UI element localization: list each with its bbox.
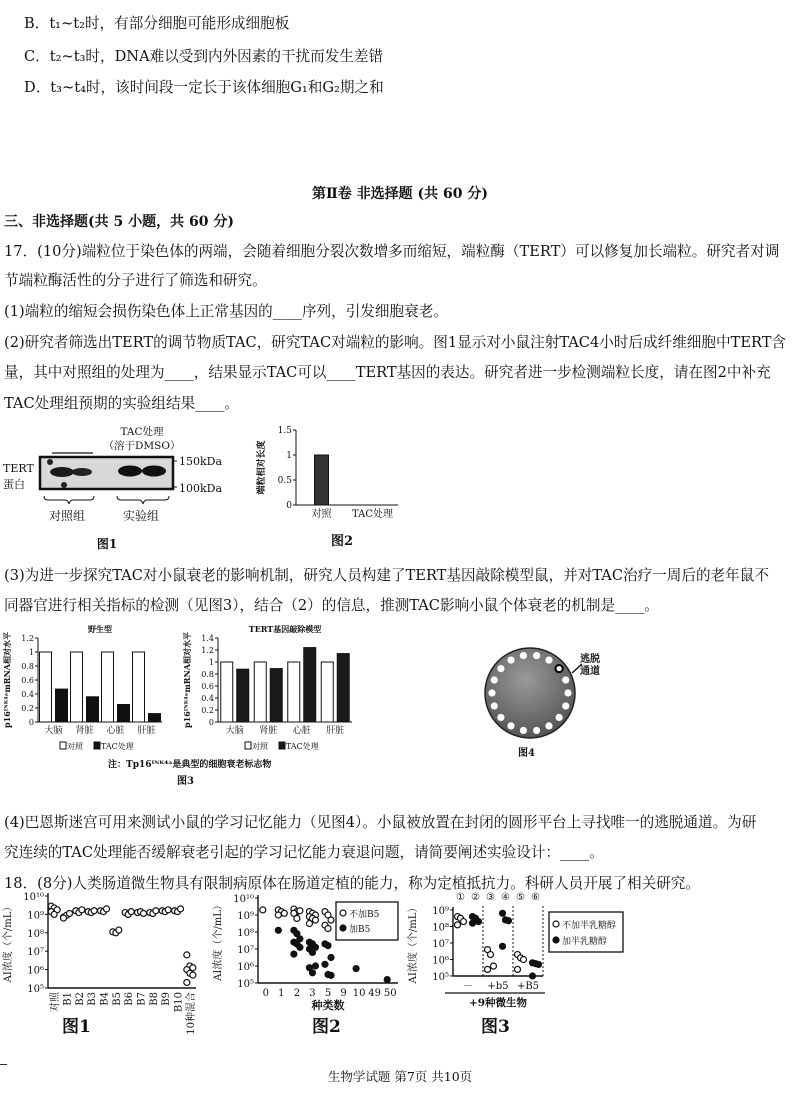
maze-hole (556, 714, 563, 721)
x-tick-label: 大脑 (225, 726, 244, 736)
open-point (461, 919, 467, 925)
y-axis-label: AI浓度（个/mL） (3, 901, 14, 983)
q18-fig2-scatter (210, 888, 405, 1013)
filled-point (340, 925, 346, 931)
x-tick-label: 肝脏 (326, 726, 345, 736)
y-tick-label: 10⁶ (237, 962, 254, 973)
y-tick-label: 10⁷ (27, 947, 44, 959)
open-point (281, 910, 287, 916)
x-tick-label: B2 (74, 992, 86, 1006)
x-tick-label: 1 (278, 988, 285, 999)
x-tick-label: 心脏 (292, 726, 311, 736)
y-tick-label: 1.5 (277, 426, 292, 436)
y-tick-label: 1 (208, 658, 214, 667)
x-axis-label: +9种微生物 (468, 997, 528, 1009)
x-tick-label: 10种混合 (185, 992, 197, 1035)
x-tick-label: 3 (309, 988, 316, 999)
y-tick-label: 10⁶ (432, 955, 449, 967)
x-tick-label: 9 (340, 988, 347, 999)
open-point (178, 906, 184, 912)
open-point (128, 909, 134, 915)
chart-title: 野生型 (88, 624, 112, 634)
group-label: ⑥ (531, 892, 540, 903)
y-tick-label: 0.6 (21, 676, 34, 685)
y-tick-label: 10⁸ (237, 928, 254, 939)
y-tick-label: 0.2 (21, 704, 34, 713)
bar (288, 662, 300, 722)
y-tick-label: 0.4 (21, 690, 34, 699)
bar (221, 662, 233, 722)
bar (270, 669, 282, 722)
filled-point (328, 972, 334, 978)
x-tick-label: 49 (368, 988, 382, 999)
open-point (184, 979, 190, 985)
open-point (165, 907, 171, 913)
open-point (328, 917, 334, 923)
y-tick-label: 10⁸ (27, 928, 44, 940)
filled-point (325, 943, 331, 949)
open-point (275, 912, 281, 918)
y-axis-label: AI浓度（个/mL） (408, 902, 419, 984)
y-tick-label: 0 (286, 501, 292, 511)
maze-hole (564, 689, 571, 696)
q17-line: 17．(10分)端粒位于染色体的两端，会随着细胞分裂次数增多而缩短，端粒酶（TERT）可以修复加长端粒。研究者对调 (4, 243, 780, 260)
q17-line: 节端粒酶活性的分子进行了筛选和研究。 (4, 272, 267, 289)
x-tick-label: B5 (111, 992, 123, 1006)
x-tick-label: 对照 (311, 509, 332, 520)
filled-point (500, 910, 506, 916)
x-tick-label: 50 (383, 988, 397, 999)
maze-hole (520, 727, 527, 734)
protein-label: 蛋白 (3, 478, 25, 491)
x-tick-label: 肾脏 (75, 726, 94, 736)
maze-hole (507, 722, 514, 729)
y-tick-label: 10⁷ (237, 945, 254, 956)
q17-line: 究连续的TAC处理能否缓解衰老引起的学习记忆能力衰退问题，请简要阐述实验设计：____。 (4, 844, 604, 861)
section-title: 三、非选择题(共 5 小题，共 60 分) (4, 214, 234, 230)
maze-hole (491, 702, 498, 709)
bar (149, 714, 161, 722)
x-tick-label: +b5 (487, 981, 509, 992)
x-tick-label: B4 (99, 992, 111, 1006)
group-label: ④ (501, 892, 510, 903)
y-tick-label: 0.2 (201, 706, 214, 715)
maze-hole (533, 652, 540, 659)
maze-hole (545, 656, 552, 663)
figure-caption: 图2 (312, 1017, 341, 1037)
q17-line: (3)为进一步探究TAC对小鼠衰老的影响机制，研究人员构建了TERT基因敲除模型鼠，并对TAC治疗一周后的老年鼠不 (4, 567, 769, 584)
legend-label: 加B5 (349, 925, 371, 935)
x-tick-label: 对照 (50, 992, 62, 1012)
escape-hole (556, 665, 563, 672)
bar (237, 669, 249, 722)
x-tick-label: 0 (262, 988, 269, 999)
marker-label: 150kDa (179, 455, 223, 468)
maze-hole (562, 676, 569, 683)
x-tick-label: 心脏 (106, 726, 125, 736)
q18-fig3-scatter (405, 888, 625, 1013)
x-tick-label: TAC处理 (352, 509, 393, 520)
filled-point (328, 955, 334, 961)
y-tick-label: 0.5 (277, 476, 292, 486)
maze-hole (497, 665, 504, 672)
open-point (306, 921, 312, 927)
protein-label: TERT (3, 462, 34, 475)
open-point (491, 963, 497, 969)
figure-caption: 图1 (62, 1017, 91, 1037)
legend-swatch (279, 742, 285, 749)
maze-hole (497, 714, 504, 721)
y-tick-label: 1.2 (201, 646, 214, 655)
legend-swatch (245, 742, 251, 749)
filled-point (309, 949, 315, 955)
maze-hole (545, 722, 552, 729)
maze-hole (562, 702, 569, 709)
option-d: D．t₃~t₄时，该时间段一定长于该体细胞G₁和G₂期之和 (24, 79, 384, 96)
open-point (325, 926, 331, 932)
y-tick-label: 1.2 (21, 634, 34, 643)
y-axis-label: AI浓度（个/mL） (213, 900, 224, 981)
x-tick-label: B1 (62, 992, 74, 1006)
y-tick-label: 0.8 (201, 670, 214, 679)
figure-caption: 图4 (518, 748, 535, 759)
x-tick-label: +B5 (516, 981, 540, 992)
y-tick-label: 1 (286, 451, 292, 461)
open-point (51, 911, 57, 917)
open-point (79, 907, 85, 913)
x-tick-label: B8 (148, 992, 160, 1006)
open-point (485, 966, 491, 972)
open-point (184, 952, 190, 958)
barnes-maze-figure (480, 640, 600, 770)
bar (321, 662, 333, 722)
group-label: 对照组 (48, 509, 86, 523)
open-point (515, 966, 521, 972)
y-axis-label: 端粒相对长度 (257, 440, 267, 495)
maze-hole (491, 676, 498, 683)
x-tick-label: 大脑 (44, 726, 63, 736)
legend-label: TAC处理 (286, 742, 319, 751)
western-blot-figure (0, 420, 230, 550)
bar (118, 705, 130, 723)
q17-line: (2)研究者筛选出TERT的调节物质TAC，研究TAC对端粒的影响。图1显示对小鼠注射TAC4小时后成纤维细胞中TERT含 (4, 334, 787, 351)
y-tick-label: 10⁵ (237, 979, 254, 990)
filled-point (275, 927, 281, 933)
y-tick-label: 10¹⁰ (23, 892, 44, 903)
escape-label: 通道 (580, 666, 600, 677)
bar (87, 697, 99, 722)
x-tick-label: B9 (161, 992, 173, 1006)
open-point (312, 917, 318, 923)
filled-point (384, 977, 390, 983)
y-tick-label: 10⁹ (27, 910, 44, 922)
legend-label: 对照 (67, 742, 83, 751)
legend-swatch (94, 742, 100, 749)
y-axis-label: p16ᴵᴺᴷ⁴ᵃmRNA相对水平 (182, 632, 192, 728)
group-label: ③ (486, 892, 495, 903)
figure-caption: 图3 (481, 1017, 510, 1037)
group-label: 实验组 (122, 509, 160, 523)
treatment-label: （溶于DMSO） (103, 440, 181, 452)
y-tick-label: 0.4 (201, 694, 214, 703)
filled-point (536, 961, 542, 967)
figure-caption: 图2 (331, 534, 354, 549)
filled-point (506, 918, 512, 924)
legend-label: 不加半乳糖醇 (562, 921, 617, 931)
q17-line: TAC处理组预期的实验组结果____。 (4, 395, 239, 412)
open-point (141, 910, 147, 916)
x-axis-label: 种类数 (311, 999, 345, 1012)
y-tick-label: 0.8 (21, 662, 34, 671)
bar (304, 648, 316, 722)
open-point (553, 921, 559, 927)
y-tick-label: 10⁵ (27, 984, 44, 995)
x-tick-label: 2 (293, 988, 301, 999)
x-tick-label: － (463, 981, 473, 992)
open-point (488, 952, 494, 958)
open-point (455, 922, 461, 928)
figure-caption: 图1 (96, 537, 118, 551)
y-tick-label: 10⁹ (432, 906, 449, 917)
filled-point (476, 919, 482, 925)
open-point (340, 910, 346, 916)
telomere-length-chart (250, 420, 410, 550)
bar (133, 652, 145, 722)
bar (337, 654, 349, 722)
filled-point (530, 973, 536, 979)
legend-label: 加半乳糖醇 (562, 937, 608, 947)
y-tick-label: 10⁸ (432, 922, 449, 934)
q17-line: 量，其中对照组的处理为____，结果显示TAC可以____TERT基因的表达。研究者进一步检测端粒长度，请在图2中补充 (4, 364, 771, 381)
marker-label: 100kDa (179, 482, 223, 495)
x-tick-label: B6 (124, 992, 136, 1006)
part-title: 第Ⅱ卷 非选择题 (共 60 分) (311, 186, 489, 202)
bar (102, 652, 114, 722)
maze-hole (488, 689, 495, 696)
y-axis-label: p16ᴵᴺᴷ⁴ᵃmRNA相对水平 (2, 632, 12, 728)
filled-point (470, 920, 476, 926)
bar (56, 689, 68, 722)
x-tick-label: 5 (324, 988, 332, 999)
y-tick-label: 10⁵ (432, 972, 449, 983)
escape-label: 逃脱 (580, 654, 600, 665)
legend-label: 对照 (252, 742, 268, 751)
maze-hole (533, 727, 540, 734)
q17-line: (1)端粒的缩短会损伤染色体上正常基因的____序列，引发细胞衰老。 (4, 303, 448, 320)
q17-line: 同器官进行相关指标的检测（见图3），结合（2）的信息，推测TAC影响小鼠个体衰老的机制是____。 (4, 597, 659, 614)
open-point (260, 907, 266, 913)
open-point (116, 927, 122, 933)
filled-point (312, 963, 318, 969)
wild-type-bar-chart (0, 622, 180, 762)
filled-point (353, 966, 359, 972)
bar (254, 662, 266, 722)
x-tick-label: 肾脏 (259, 726, 278, 736)
open-point (104, 906, 110, 912)
option-c: C．t₂~t₃时，DNA难以受到内外因素的干扰而发生差错 (24, 48, 384, 65)
legend-swatch (60, 742, 66, 749)
chart-title: TERT基因敲除模型 (248, 624, 322, 634)
y-tick-label: 10⁷ (432, 939, 449, 950)
open-point (294, 915, 300, 921)
y-tick-label: 10⁶ (27, 965, 44, 977)
filled-point (500, 943, 506, 949)
group-label: ② (471, 892, 480, 903)
open-point (153, 908, 159, 914)
open-point (521, 957, 527, 963)
figure-caption: 图3 (177, 776, 194, 787)
y-tick-label: 10⁹ (237, 911, 254, 922)
open-point (67, 910, 73, 916)
q17-line: (4)巴恩斯迷宫可用来测试小鼠的学习记忆能力（见图4）。小鼠被放置在封闭的圆形平台上寻找唯一的逃脱通道。为研 (4, 814, 757, 831)
bar (40, 652, 52, 722)
y-tick-label: 0.6 (201, 682, 214, 691)
y-tick-label: 10¹⁰ (233, 894, 254, 905)
maze-hole (520, 652, 527, 659)
x-tick-label: B3 (87, 992, 99, 1006)
filled-point (553, 937, 559, 943)
legend-label: 不加B5 (349, 910, 380, 920)
x-tick-label: 肝脏 (137, 726, 156, 736)
group-label: ⑤ (516, 892, 525, 903)
treatment-label: TAC处理 (120, 426, 164, 438)
bar (71, 652, 83, 722)
group-label: ① (456, 892, 465, 903)
y-tick-label: 0 (28, 718, 34, 727)
tert-knockout-bar-chart (180, 622, 370, 762)
open-point (61, 915, 67, 921)
x-tick-label: B10 (173, 992, 185, 1013)
margin-mark (0, 1064, 7, 1065)
legend-label: TAC处理 (101, 742, 134, 751)
bar (315, 455, 329, 505)
filled-point (309, 970, 315, 976)
y-tick-label: 1.4 (201, 634, 214, 643)
maze-hole (507, 656, 514, 663)
y-tick-label: 1 (28, 648, 34, 657)
x-tick-label: 10 (352, 988, 366, 999)
y-tick-label: 0 (208, 718, 214, 727)
open-point (297, 908, 303, 914)
option-b: B．t₁~t₂时，有部分细胞可能形成细胞板 (24, 15, 290, 32)
x-tick-label: B7 (136, 992, 148, 1006)
q18-line: 18．(8分)人类肠道微生物具有限制病原体在肠道定植的能力，称为定植抵抗力。科研人员开展了相关研究。 (4, 875, 700, 892)
filled-point (297, 944, 303, 950)
figure-note: 注：Tp16ᴵᴺᴷ⁴ᵃ是典型的细胞衰老标志物 (108, 760, 272, 770)
filled-point (291, 951, 297, 957)
open-point (91, 908, 97, 914)
filled-point (322, 961, 328, 967)
open-point (190, 972, 196, 978)
page-footer: 生物学试题 第7页 共10页 (327, 1069, 473, 1084)
